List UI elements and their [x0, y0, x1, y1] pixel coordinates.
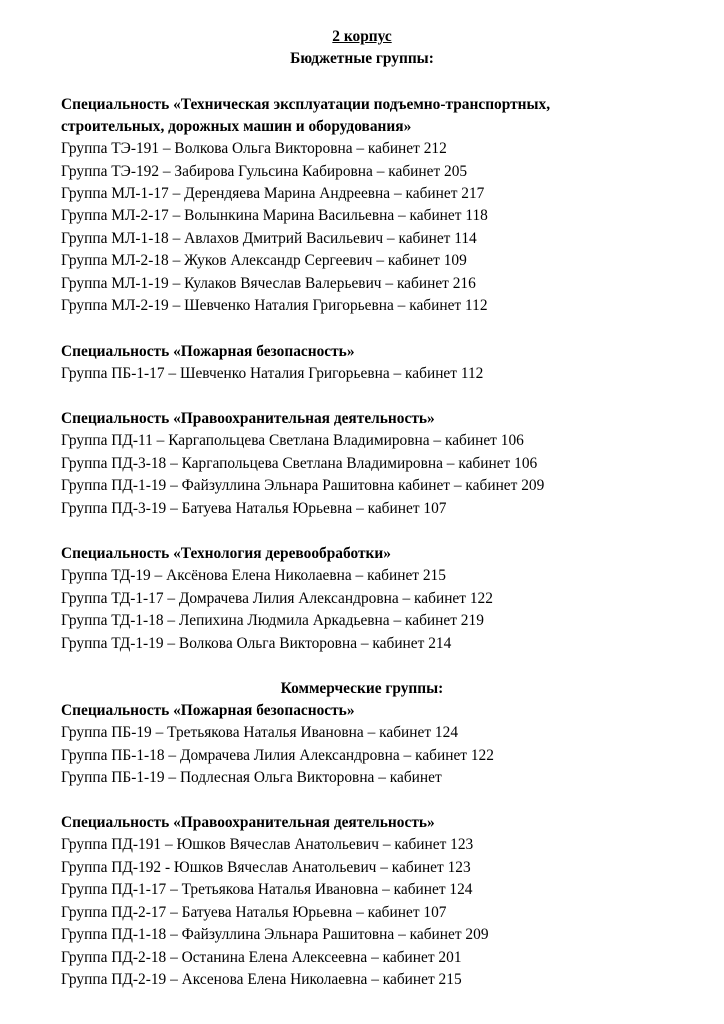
section-title: строительных, дорожных машин и оборудования»: [61, 118, 412, 135]
group-entry: Группа ПД-3-19 – Батуева Наталья Юрьевна – кабинет 107: [61, 500, 447, 517]
group-entry: Группа МЛ-1-19 – Кулаков Вячеслав Валерьевич – кабинет 216: [61, 275, 476, 292]
group-entry: Группа ПД-1-18 – Файзуллина Эльнара Рашитовна – кабинет 209: [61, 926, 489, 943]
group-entry: Группа ПД-2-19 – Аксенова Елена Николаевна – кабинет 215: [61, 971, 462, 988]
group-entry: Группа ТД-1-17 – Домрачева Лилия Александровна – кабинет 122: [61, 590, 493, 607]
section-title: Специальность «Пожарная безопасность»: [61, 702, 355, 719]
group-entry: Группа ПД-2-17 – Батуева Наталья Юрьевна – кабинет 107: [61, 904, 447, 921]
group-entry: Группа ПД-1-17 – Третьякова Наталья Ивановна – кабинет 124: [61, 881, 473, 898]
group-entry: Группа МЛ-2-17 – Волынкина Марина Васильевна – кабинет 118: [61, 207, 488, 224]
section-title: Специальность «Технология деревообработки»: [61, 545, 391, 562]
group-entry: Группа МЛ-1-18 – Авлахов Дмитрий Васильевич – кабинет 114: [61, 230, 477, 247]
group-entry: Группа ТД-1-19 – Волкова Ольга Викторовна – кабинет 214: [61, 635, 452, 652]
group-entry: Группа ПБ-19 – Третьякова Наталья Ивановна – кабинет 124: [61, 724, 459, 741]
commercial-groups-heading: Коммерческие группы:: [280, 680, 444, 697]
group-entry: Группа ПД-2-18 – Останина Елена Алексеевна – кабинет 201: [61, 949, 462, 966]
group-entry: Группа ТД-19 – Аксёнова Елена Николаевна – кабинет 215: [61, 567, 446, 584]
group-entry: Группа ПБ-1-18 – Домрачева Лилия Александровна – кабинет 122: [61, 747, 494, 764]
building-title: 2 корпус: [332, 28, 392, 45]
group-entry: Группа ПД-1-19 – Файзуллина Эльнара Рашитовна кабинет – кабинет 209: [61, 477, 545, 494]
group-entry: Группа ПД-191 – Юшков Вячеслав Анатольевич – кабинет 123: [61, 836, 474, 853]
section-title: Специальность «Правоохранительная деятельность»: [61, 814, 435, 831]
section-title: Специальность «Техническая эксплуатации подъемно-транспортных,: [61, 96, 551, 113]
group-entry: Группа ПД-11 – Каргапольцева Светлана Владимировна – кабинет 106: [61, 432, 524, 449]
group-entry: Группа ТЭ-191 – Волкова Ольга Викторовна – кабинет 212: [61, 140, 447, 157]
group-entry: Группа ПБ-1-19 – Подлесная Ольга Викторовна – кабинет: [61, 769, 442, 786]
group-entry: Группа МЛ-2-19 – Шевченко Наталия Григорьевна – кабинет 112: [61, 297, 488, 314]
group-entry: Группа ПБ-1-17 – Шевченко Наталия Григорьевна – кабинет 112: [61, 365, 484, 382]
group-entry: Группа МЛ-1-17 – Дерендяева Марина Андреевна – кабинет 217: [61, 185, 485, 202]
group-entry: Группа ПД-3-18 – Каргапольцева Светлана Владимировна – кабинет 106: [61, 455, 538, 472]
group-entry: Группа ПД-192 - Юшков Вячеслав Анатольевич – кабинет 123: [61, 859, 471, 876]
section-title: Специальность «Пожарная безопасность»: [61, 343, 355, 360]
group-entry: Группа ТД-1-18 – Лепихина Людмила Аркадьевна – кабинет 219: [61, 612, 484, 629]
section-title: Специальность «Правоохранительная деятельность»: [61, 410, 435, 427]
budget-groups-heading: Бюджетные группы:: [290, 50, 434, 67]
group-entry: Группа МЛ-2-18 – Жуков Александр Сергеевич – кабинет 109: [61, 252, 467, 269]
group-entry: Группа ТЭ-192 – Забирова Гульсина Кабировна – кабинет 205: [61, 163, 468, 180]
